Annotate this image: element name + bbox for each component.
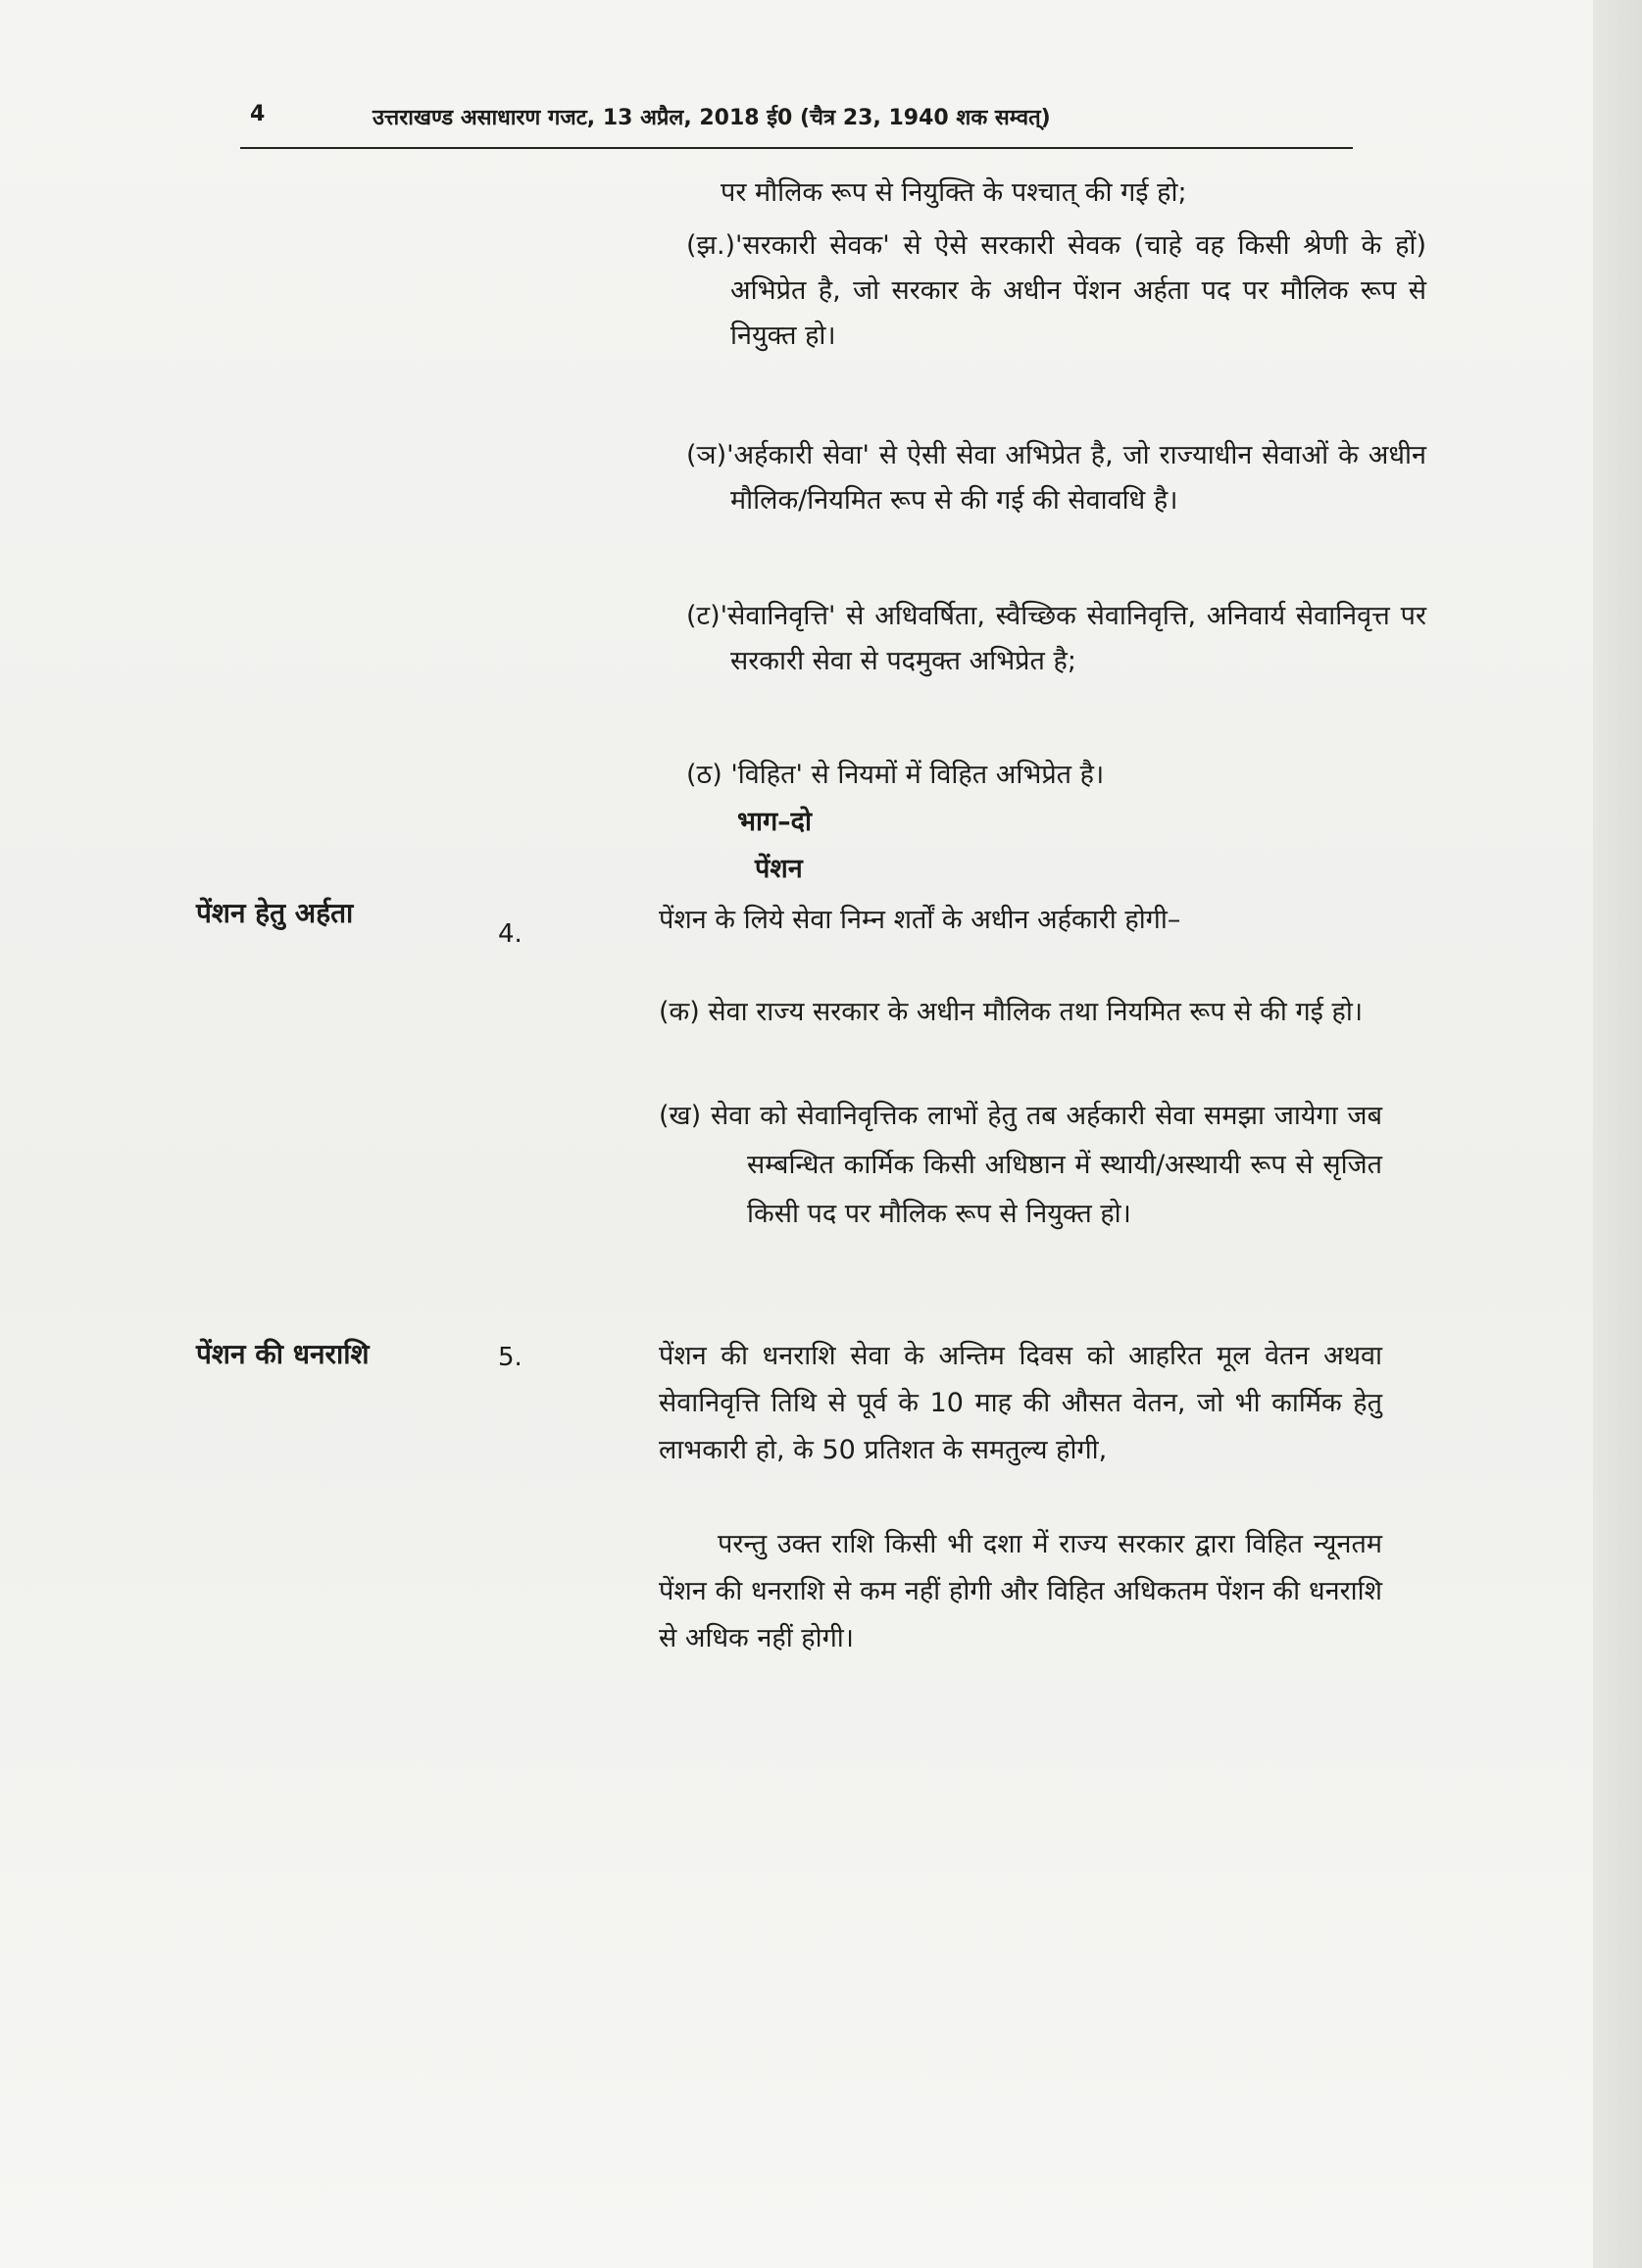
definition-jha: (झ.)'सरकारी सेवक' से ऐसे सरकारी सेवक (चाहे वह किसी श्रेणी के हों) अभिप्रेत है, जो सरकार के अधीन पेंशन अर्हता पद पर मौलिक रूप से नियुक्त हो। — [686, 230, 1426, 351]
section-5-body: पेंशन की धनराशि सेवा के अन्तिम दिवस को आहरित मूल वेतन अथवा सेवानिवृत्ति तिथि से पूर्व के 10 माह की औसत वेतन, जो भी कार्मिक हेतु लाभकारी हो, के 50 प्रतिशत के समतुल्य होगी, — [659, 1341, 1382, 1465]
section-4-number: 4. — [498, 919, 522, 949]
section-5-number: 5. — [498, 1343, 522, 1372]
definition-nya: (ञ)'अर्हकारी सेवा' से ऐसी सेवा अभिप्रेत है, जो राज्याधीन सेवाओं के अधीन मौलिक/नियमित रूप से की गई की सेवावधि है। — [686, 440, 1426, 516]
section-5-side-heading: पेंशन की धनराशि — [196, 1338, 370, 1370]
page-number: 4 — [250, 102, 266, 126]
section-5-proviso: परन्तु उक्त राशि किसी भी दशा में राज्य सरकार द्वारा विहित न्यूनतम पेंशन की धनराशि से कम नहीं होगी और विहित अधिकतम पेंशन की धनराशि से अधिक नहीं होगी। — [659, 1529, 1382, 1653]
section-4-side-heading: पेंशन हेतु अर्हता — [196, 897, 354, 929]
part-subheading: पेंशन — [755, 854, 803, 884]
section-4-clause-ka: (क) सेवा राज्य सरकार के अधीन मौलिक तथा नियमित रूप से की गई हो। — [659, 997, 1364, 1027]
definition-tha: (ठ) 'विहित' से नियमों में विहित अभिप्रेत है। — [686, 760, 1105, 790]
definition-ta: (ट)'सेवानिवृत्ति' से अधिवर्षिता, स्वैच्छिक सेवानिवृत्ति, अनिवार्य सेवानिवृत्त पर सरकारी सेवा से पदमुक्त अभिप्रेत है; — [686, 601, 1426, 676]
continuation-line: पर मौलिक रूप से नियुक्ति के पश्चात् की गई हो; — [721, 177, 1187, 208]
scan-edge-shadow — [1593, 0, 1642, 2268]
section-4-clause-kha: (ख) सेवा को सेवानिवृत्तिक लाभों हेतु तब अर्हकारी सेवा समझा जायेगा जब सम्बन्धित कार्मिक किसी अधिष्ठान में स्थायी/अस्थायी रूप से सृजित किसी पद पर मौलिक रूप से नियुक्त हो। — [659, 1101, 1382, 1229]
part-heading: भाग–दो — [737, 807, 813, 837]
header-divider — [240, 147, 1353, 149]
section-4-intro: पेंशन के लिये सेवा निम्न शर्तों के अधीन अर्हकारी होगी– — [659, 905, 1181, 935]
page-header — [250, 98, 1348, 139]
gazette-title: उत्तराखण्ड असाधारण गजट, 13 अप्रैल, 2018 ई0 (चैत्र 23, 1940 शक सम्वत्) — [373, 106, 1051, 130]
